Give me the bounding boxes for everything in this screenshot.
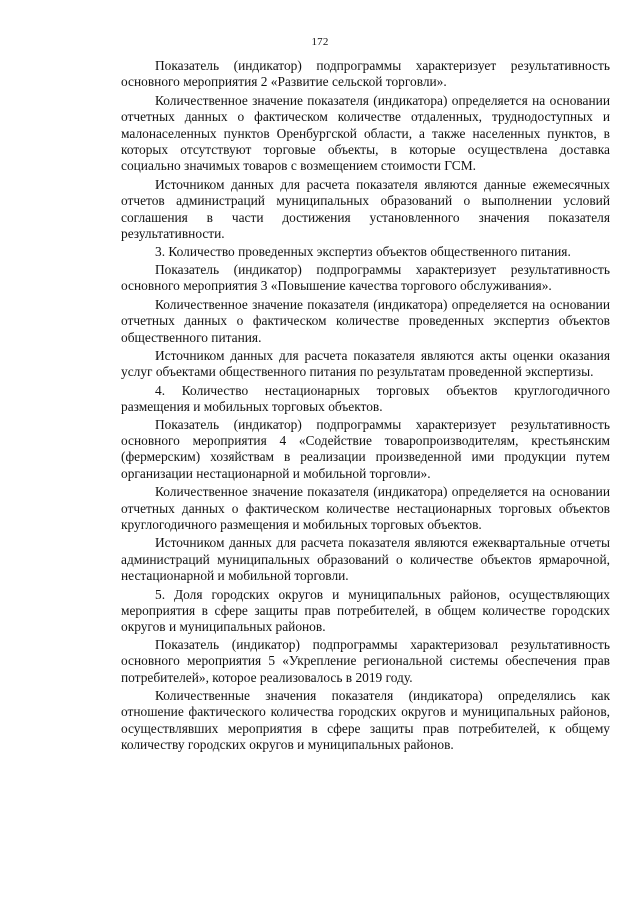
document-body	[121, 58, 610, 756]
paragraph-indicator-activity-4: Показатель (индикатор) подпрограммы характеризует результативность основного мероприятия 4 «Содействие товаропроизводителям, крестьянским (фермерским) хозяйствам в реализации произведенной ими продукции путем организации нестационарной и мобильной торговли».	[121, 416, 610, 481]
paragraph-item-4-heading: 4. Количество нестационарных торговых объектов круглогодичного размещения и мобильных торговых объектов.	[121, 382, 610, 415]
paragraph-quantity-consumer-rights: Количественные значения показателя (индикатора) определялись как отношение фактического количества городских округов и муниципальных районов, осуществлявших мероприятия в сфере защиты прав потребителей, к общему количеству городских округов и муниципальных районов.	[121, 688, 610, 753]
paragraph-indicator-activity-3: Показатель (индикатор) подпрограммы характеризует результативность основного мероприятия 3 «Повышение качества торгового обслуживания».	[121, 261, 610, 294]
paragraph-data-source-acts: Источником данных для расчета показателя являются акты оценки оказания услуг объектами общественного питания по результатам проведенной экспертизы.	[121, 347, 610, 380]
paragraph-item-3-heading: 3. Количество проведенных экспертиз объектов общественного питания.	[155, 244, 571, 260]
paragraph-quantity-nonstationary: Количественное значение показателя (индикатора) определяется на основании отчетных данных о фактическом количестве нестационарных торговых объектов круглогодичного размещения и мобильных торговых объектов.	[121, 484, 610, 532]
page-number: 172	[311, 36, 329, 48]
paragraph-item-5-heading: 5. Доля городских округов и муниципальных районов, осуществляющих мероприятия в сфере защиты прав потребителей, в общем количестве городских округов и муниципальных районов.	[121, 586, 610, 635]
paragraph-quantity-expertise: Количественное значение показателя (индикатора) определяется на основании отчетных данных о фактическом количестве проведенных экспертиз объектов общественного питания.	[121, 296, 610, 345]
paragraph-data-source-quarterly-reports: Источником данных для расчета показателя являются ежеквартальные отчеты администраций муниципальных образований о количестве объектов ярмарочной, нестационарной и мобильной торговли.	[121, 535, 610, 584]
paragraph-indicator-activity-2: Показатель (индикатор) подпрограммы характеризует результативность основного мероприятия 2 «Развитие сельской торговли».	[121, 58, 610, 90]
paragraph-quantity-rural-delivery: Количественное значение показателя (индикатора) определяется на основании отчетных данных о фактическом количестве отдаленных, труднодоступных и малонаселенных пунктов Оренбургской области, а также населенных пунктов, в которых отсутствуют торговые объекты, в которые осуществлена доставка социально значимых товаров с возмещением стоимости ГСМ.	[121, 92, 610, 174]
paragraph-indicator-activity-5: Показатель (индикатор) подпрограммы характеризовал результативность основного мероприятия 5 «Укрепление региональной системы обеспечения прав потребителей», которое реализовалось в 2019 году.	[121, 636, 610, 685]
paragraph-data-source-monthly-reports: Источником данных для расчета показателя являются данные ежемесячных отчетов администраций муниципальных образований о выполнении условий соглашения в части достижения установленного значения показателя результативности.	[121, 176, 610, 242]
